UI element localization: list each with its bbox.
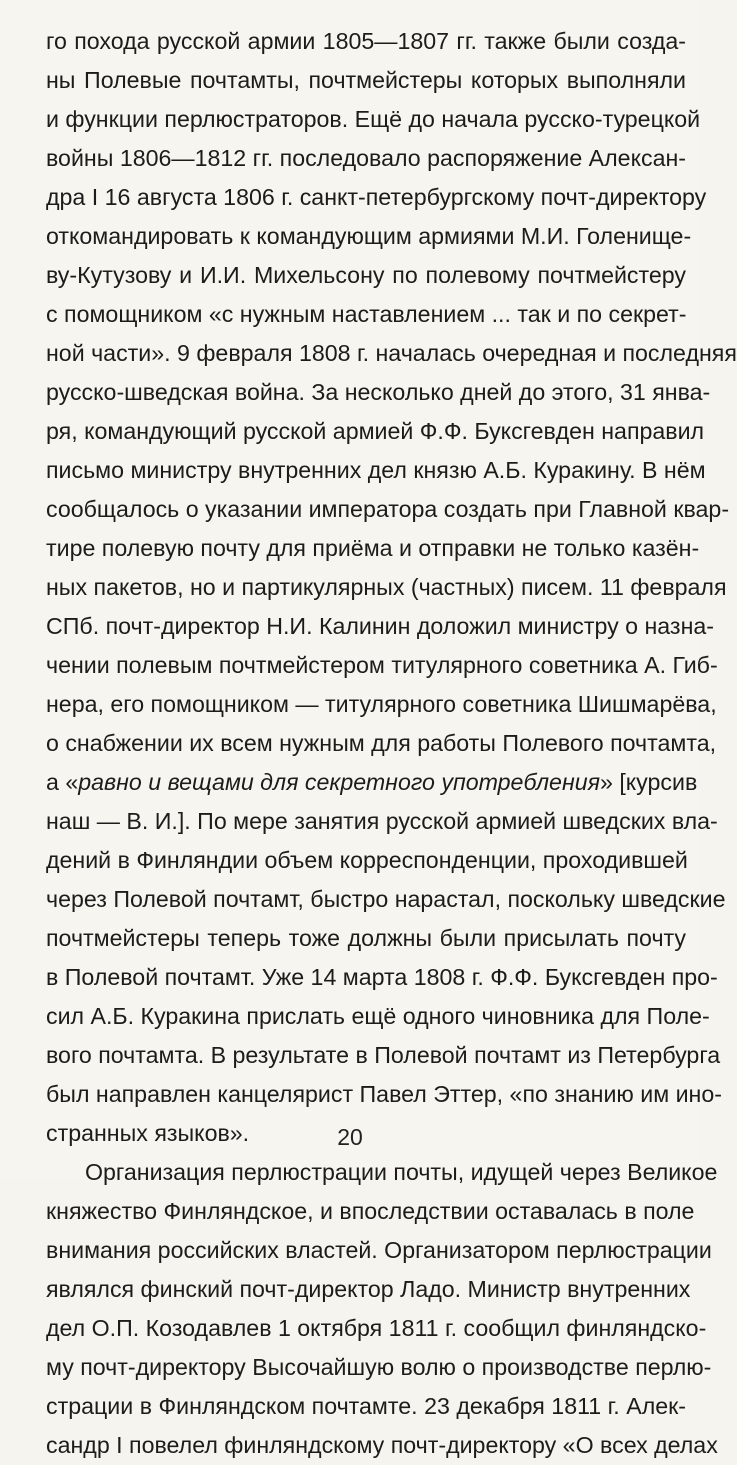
text-line: вого почтамта. В результате в Полевой почтамт из Петербурга bbox=[46, 1042, 721, 1068]
page-number: 20 bbox=[337, 1124, 363, 1150]
text-line: откомандировать к командующим армиями М.И. Голенище- bbox=[46, 223, 692, 249]
text-line: сил А.Б. Куракина прислать ещё одного чиновника для Поле- bbox=[46, 1003, 710, 1029]
text-line: ря, командующий русской армией Ф.Ф. Буксгевден направил bbox=[46, 418, 705, 444]
text-line: через Полевой почтамт, быстро нарастал, поскольку шведские bbox=[46, 886, 726, 912]
text-line: СПб. почт-директор Н.И. Калинин доложил министру о назна- bbox=[46, 613, 714, 639]
text-line: ной части». 9 февраля 1808 г. началась очередная и последняя bbox=[46, 340, 737, 366]
text-line: дел О.П. Козодавлев 1 октября 1811 г. сообщил финляндско- bbox=[46, 1315, 707, 1341]
italic-quote: равно и вещами для секретного употребления bbox=[78, 769, 600, 795]
text-line: ву-Кутузову и И.И. Михельсону по полевому почтмейстеру bbox=[46, 262, 686, 288]
text-line: в Полевой почтамт. Уже 14 марта 1808 г. Ф.Ф. Буксгевден про- bbox=[46, 964, 718, 990]
text-line: ных пакетов, но и партикулярных (частных) писем. 11 февраля bbox=[46, 574, 727, 600]
text-line: дра I 16 августа 1806 г. санкт-петербургскому почт-директору bbox=[46, 184, 707, 210]
text-line: внимания российских властей. Организатором перлюстрации bbox=[46, 1237, 712, 1263]
text-line: письмо министру внутренних дел князю А.Б. Куракину. В нём bbox=[46, 457, 706, 483]
text-line: и функции перлюстраторов. Ещё до начала русско-турецкой bbox=[46, 106, 701, 132]
text-line: страции в Финляндском почтамте. 23 декабря 1811 г. Алек- bbox=[46, 1393, 686, 1419]
quote-close: » [курсив bbox=[600, 769, 698, 795]
text-line: войны 1806—1812 гг. последовало распоряжение Алексан- bbox=[46, 145, 686, 171]
body-text bbox=[46, 22, 737, 1465]
text-line: сандр I повелел финляндскому почт-директору «О всех делах bbox=[46, 1432, 718, 1458]
paragraph-first-line: Организация перлюстрации почты, идущей через Великое bbox=[85, 1159, 718, 1185]
text-line: был направлен канцелярист Павел Эттер, «по знанию им ино- bbox=[46, 1081, 722, 1107]
text-line: дений в Финляндии объем корреспонденции, проходившей bbox=[46, 847, 688, 873]
text-line: русско-шведская война. За несколько дней до этого, 31 янва- bbox=[46, 379, 711, 405]
text-line: почтмейстеры теперь тоже должны были присылать почту bbox=[46, 925, 686, 951]
text-line: тире полевую почту для приёма и отправки не только казён- bbox=[46, 535, 700, 561]
text-line: го похода русской армии 1805—1807 гг. также были созда- bbox=[46, 28, 686, 54]
paragraph-end-line: странных языков». bbox=[46, 1120, 250, 1146]
text-line: чении полевым почтмейстером титулярного советника А. Гиб- bbox=[46, 652, 718, 678]
text-line: нера, его помощником — титулярного советника Шишмарёва, bbox=[46, 691, 717, 717]
text-line: наш — В. И.]. По мере занятия русской армией шведских вла- bbox=[46, 808, 718, 834]
text-line: му почт-директору Высочайшую волю о производстве перлю- bbox=[46, 1354, 712, 1380]
text-line: княжество Финляндское, и впоследствии оставалась в поле bbox=[46, 1198, 695, 1224]
text-line: ны Полевые почтамты, почтмейстеры которых выполняли bbox=[46, 67, 686, 93]
text-line: о снабжении их всем нужным для работы Полевого почтамта, bbox=[46, 730, 717, 756]
text-line: с помощником «с нужным наставлением ... так и по секрет- bbox=[46, 301, 687, 327]
text-line: сообщалось о указании императора создать при Главной квар- bbox=[46, 496, 730, 522]
quote-open: а « bbox=[46, 769, 79, 795]
text-line-with-italic bbox=[46, 763, 698, 802]
text-line: являлся финский почт-директор Ладо. Министр внутренних bbox=[46, 1276, 691, 1302]
